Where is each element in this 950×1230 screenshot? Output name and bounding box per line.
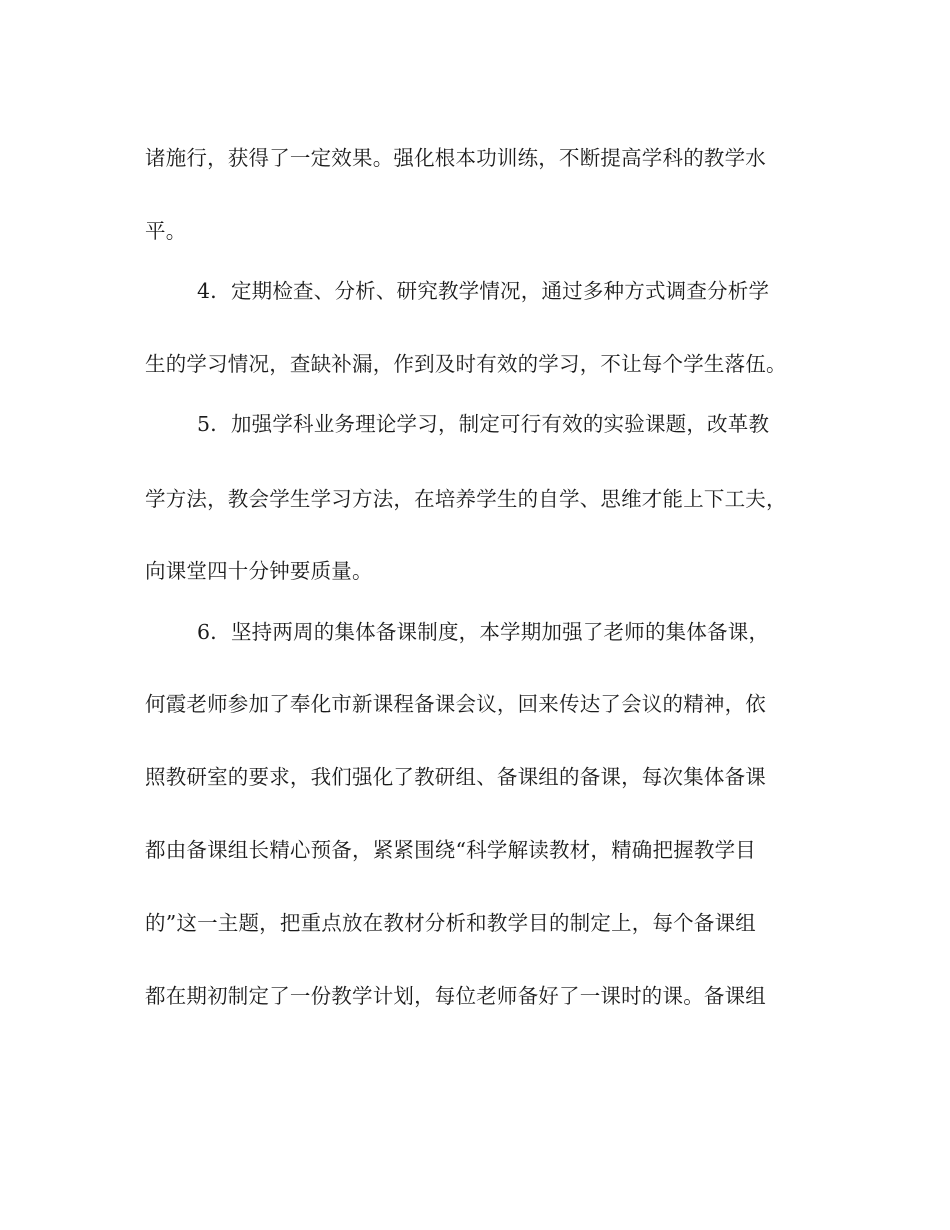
- paragraph-4-line-2: 生的学习情况，查缺补漏，作到及时有效的学习，不让每个学生落伍。: [145, 352, 787, 376]
- paragraph-4-line-1: 4．定期检查、分析、研究教学情况，通过多种方式调查分析学: [197, 279, 770, 303]
- paragraph-6-line-6: 都在期初制定了一份教学计划，每位老师备好了一课时的课。备课组: [145, 984, 766, 1008]
- paragraph-6-line-4: 都由备课组长精心预备，紧紧围绕“科学解读教材，精确把握教学目: [145, 838, 756, 862]
- paragraph-6-line-2: 何霞老师参加了奉化市新课程备课会议，回来传达了会议的精神，依: [145, 692, 766, 716]
- paragraph-5-line-2: 学方法，教会学生学习方法，在培养学生的自学、思维才能上下工夫，: [145, 487, 787, 511]
- paragraph-6-line-3: 照教研室的要求，我们强化了教研组、备课组的备课，每次集体备课: [145, 765, 766, 789]
- paragraph-5-line-3: 向课堂四十分钟要质量。: [145, 559, 373, 583]
- paragraph-6-line-5: 的”这一主题，把重点放在教材分析和教学目的制定上，每个备课组: [145, 911, 756, 935]
- paragraph-5-line-1: 5．加强学科业务理论学习，制定可行有效的实验课题，改革教: [197, 412, 770, 436]
- paragraph-6-line-1: 6．坚持两周的集体备课制度，本学期加强了老师的集体备课，: [197, 620, 770, 644]
- text-line-1: 诸施行，获得了一定效果。强化根本功训练，不断提高学科的教学水: [145, 146, 766, 170]
- text-line-2: 平。: [145, 219, 187, 243]
